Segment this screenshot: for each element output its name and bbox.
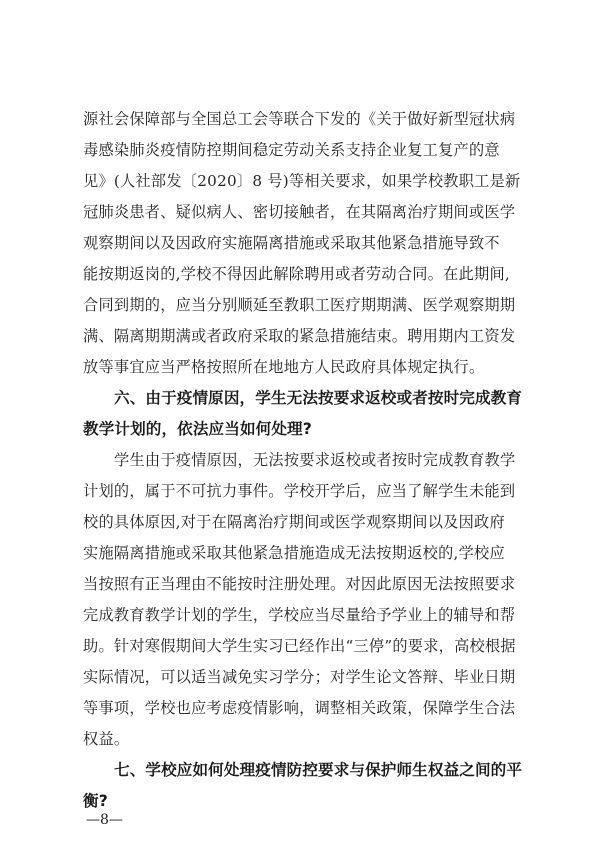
body-text-line: 计划的，属于不可抗力事件。学校开学后，应当了解学生未能到 [83, 482, 516, 500]
body-text-line: 当按照有正当理由不能按时注册处理。对因此原因无法按照要求 [83, 575, 516, 593]
body-text-line: 助。针对寒假期间大学生实习已经作出“三停”的要求，高校根据 [83, 637, 516, 655]
body-text-line: 观察期间以及因政府实施隔离措施或采取其他紧急措施导致不 [83, 234, 500, 252]
body-text-line: 见》(人社部发〔2020〕8 号)等相关要求，如果学校教职工是新 [83, 172, 521, 190]
body-text-line: 能按期返岗的,学校不得因此解除聘用或者劳动合同。在此期间, [83, 265, 510, 283]
section-heading-7-continued: 衡? [83, 792, 108, 810]
body-text-line: 权益。 [83, 730, 130, 748]
body-text-line: 冠肺炎患者、疑似病人、密切接触者，在其隔离治疗期间或医学 [83, 203, 516, 221]
body-text-line: 学生由于疫情原因，无法按要求返校或者按时完成教育教学 [114, 451, 516, 469]
body-text-line: 校的具体原因,对于在隔离治疗期间或医学观察期间以及因政府 [83, 513, 505, 531]
section-heading-6-continued: 教学计划的，依法应当如何处理? [83, 420, 312, 438]
page-number: —8— [86, 812, 123, 828]
section-heading-6: 六、由于疫情原因，学生无法按要求返校或者按时完成教育 [114, 389, 523, 407]
body-text-line: 源社会保障部与全国总工会等联合下发的《关于做好新型冠状病 [83, 110, 516, 128]
section-heading-7: 七、学校应如何处理疫情防控要求与保护师生权益之间的平 [114, 761, 523, 779]
body-text-line: 实际情况，可以适当减免实习学分；对学生论文答辩、毕业日期 [83, 668, 516, 686]
body-text-line: 满、隔离期期满或者政府采取的紧急措施结束。聘用期内工资发 [83, 327, 516, 345]
body-text-line: 合同到期的，应当分别顺延至教职工医疗期期满、医学观察期期 [83, 296, 516, 314]
body-text-line: 毒感染肺炎疫情防控期间稳定劳动关系支持企业复工复产的意 [83, 141, 500, 159]
body-text-line: 等事项，学校也应考虑疫情影响，调整相关政策，保障学生合法 [83, 699, 516, 717]
body-text-line: 放等事宜应当严格按照所在地地方人民政府具体规定执行。 [83, 358, 485, 376]
body-text-line: 实施隔离措施或采取其他紧急措施造成无法按期返校的,学校应 [83, 544, 505, 562]
body-text-line: 完成教育教学计划的学生，学校应当尽量给予学业上的辅导和帮 [83, 606, 516, 624]
